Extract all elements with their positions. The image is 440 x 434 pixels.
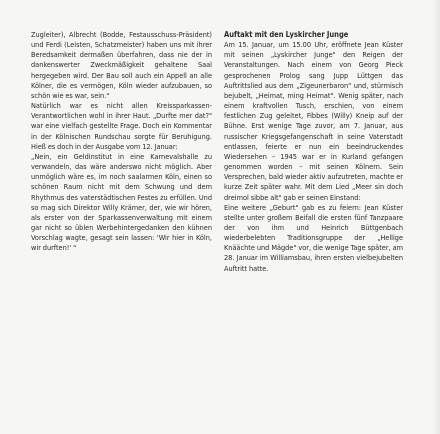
left-paragraph-1: Zugleiter), Albrecht (Bodde, Festausschuss-Präsident) und Ferdi (Leisten, Schatzmeister) haben uns mit ihrer Beredsamkeit dermaßen überfahren, dass nie der in dankenswerter Zweckmäßigkeit gehaltene Saal hergegeben wird. Der Bau soll auch ein Appell an alle Kölner, die es vermögen, Köln wieder aufzubauen, so schön wie es war, sein." — [31, 30, 212, 100]
left-paragraph-2: Natürlich war es nicht allen Kreissparkassen-Verantwortlichen wohl in ihrer Haut. „Durfte mer dat?" war eine vielfach gestellte Frage. Doch ein Kommentar in der Kölnischen Rundschau sorgte für Beruhigung. Hieß es doch in der Ausgabe vom 12. Januar: — [31, 101, 212, 151]
section-heading: Auftakt mit den Lyskircher Junge — [224, 30, 349, 39]
page-edge-shadow — [432, 0, 440, 434]
right-paragraph-1: Am 15. Januar, um 15.00 Uhr, eröffnete Jean Küster mit seinen „Lyskircher Junge" den Reigen der Veranstaltungen. Nach einem von Georg Pieck gesprochenen Prolog sang Jupp Lüttgen das Auftrittslied aus dem „Zigeunerbaron" und, stürmisch bejubelt, „Heimat, ming Heimat". Wenig später, nach einem kraftvollen Tusch, erschien, von einem festlichen Zug geleitet, Fibbes (Willy) Kneip auf der Bühne. Erst wenige Tage zuvor, am 7. Januar, aus russischer Kriegsgefangenschaft in seine Vaterstadt entlassen, feierte er nun ein beeindruckendes Wiedersehen – 1945 war er in Kurland gefangen genommen worden – mit seinen Kölnern. Sein Versprechen, bald wieder aktiv aufzutreten, machte er kurze Zeit später wahr. Mit dem Lied „Meer sin doch dreimol sibbe alt" gab er seinen Einstand: — [224, 40, 403, 202]
right-text-column — [224, 30, 403, 274]
left-text-column — [31, 30, 212, 253]
right-paragraph-2: Eine weitere „Geburt" gab es zu feiern: Jean Küster stellte unter großem Beifall die ersten fünf Tanzpaare der von ihm und Heinrich Büttgenbach wiederbelebten Traditionsgruppe der „Hellige Knäächte und Mägde" vor, die wenige Tage später, am 28. Januar im Williamsbau, ihren ersten vielbejubelten Auftritt hatte. — [224, 202, 403, 273]
left-paragraph-3: „Nein, ein Geldinstitut in eine Karnevalshalle zu verwandeln, das wäre anderswo nicht möglich. Aber unmöglich wäre es, im noch saalarmen Köln, einen so schönen Raum nicht mit dem Schwung und dem Rhythmus des vaterstädtischen Festes zu erfüllen. Und so mag sich Direktor Willy Krämer, der, wie wir hören, als erster von der Sparkassenverwaltung mit einem gar nicht so üblen Werbehintergedanken den kühnen Vorschlag wagte, gesagt sein lassen: 'Wir hier in Köln, wir durften!' " — [31, 151, 212, 253]
